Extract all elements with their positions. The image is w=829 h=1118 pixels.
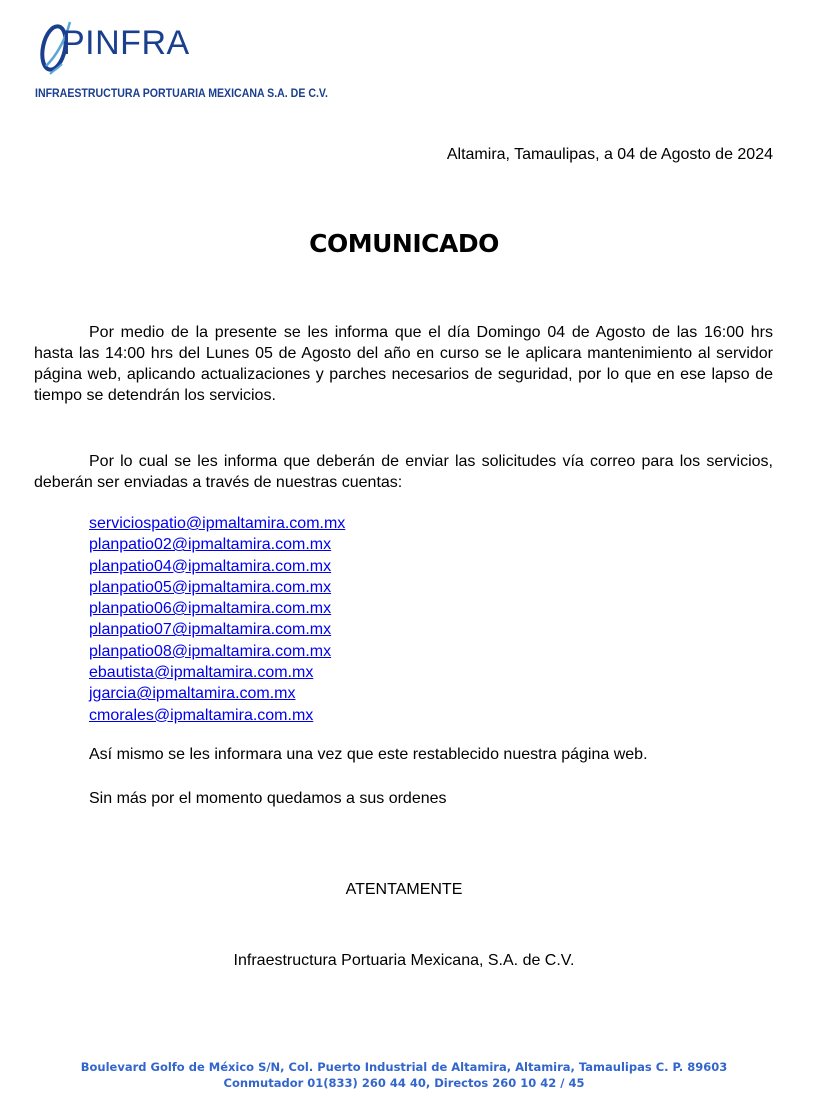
company-full-name: INFRAESTRUCTURA PORTUARIA MEXICANA S.A. DE C.V. — [35, 88, 328, 100]
footer-address: Boulevard Golfo de México S/N, Col. Puerto Industrial de Altamira, Altamira, Tamaulipas C. P. 89603 — [80, 1060, 728, 1074]
signature-company: Infraestructura Portuaria Mexicana, S.A. de C.V. — [233, 952, 575, 969]
email-link[interactable]: planpatio04@ipmaltamira.com.mx — [89, 557, 332, 575]
email-link[interactable]: cmorales@ipmaltamira.com.mx — [89, 706, 314, 724]
logo-wordmark: PINFRA — [62, 24, 190, 62]
email-link[interactable]: ebautista@ipmaltamira.com.mx — [89, 664, 314, 682]
paragraph-email-instructions: Por lo cual se les informa que deberán de enviar las solicitudes vía correo para los servicios, deberán ser enviadas a través de nuestras cuentas: — [34, 453, 773, 491]
email-list — [89, 513, 345, 726]
email-link[interactable]: planpatio08@ipmaltamira.com.mx — [89, 642, 332, 660]
email-link[interactable]: jgarcia@ipmaltamira.com.mx — [89, 685, 296, 703]
place-date: Altamira, Tamaulipas, a 04 de Agosto de 2024 — [446, 146, 773, 163]
website-restore-notice: Así mismo se les informara una vez que este restablecido nuestra página web. — [89, 746, 648, 763]
company-logo — [40, 14, 200, 78]
email-link[interactable]: planpatio02@ipmaltamira.com.mx — [89, 536, 332, 554]
email-link[interactable]: planpatio07@ipmaltamira.com.mx — [89, 621, 332, 639]
email-link[interactable]: serviciospatio@ipmaltamira.com.mx — [89, 515, 346, 532]
closing-salutation: ATENTAMENTE — [345, 881, 463, 898]
document-title: COMUNICADO — [309, 229, 499, 258]
email-link[interactable]: planpatio06@ipmaltamira.com.mx — [89, 600, 332, 618]
paragraph-maintenance-notice: Por medio de la presente se les informa que el día Domingo 04 de Agosto de las 16:00 hrs hasta las 14:00 hrs del Lunes 05 de Agosto del año en curso se le aplicara mantenimiento al servidor página web, aplicando actualizaciones y parches necesarios de seguridad, por lo que en ese lapso de tiempo se detendrán los servicios. — [34, 324, 773, 404]
email-link[interactable]: planpatio05@ipmaltamira.com.mx — [89, 578, 332, 596]
footer-phones: Conmutador 01(833) 260 44 40, Directos 260 10 42 / 45 — [223, 1076, 585, 1090]
closing-remark: Sin más por el momento quedamos a sus ordenes — [89, 790, 447, 807]
